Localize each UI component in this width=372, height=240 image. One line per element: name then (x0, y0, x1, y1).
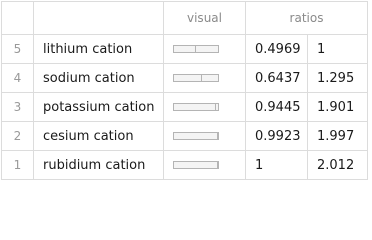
comparison-table (1, 1, 368, 180)
row-visual (164, 93, 246, 122)
row-name: lithium cation (34, 35, 164, 64)
row-name: sodium cation (34, 64, 164, 93)
ratio-bar (173, 132, 219, 140)
header-name (34, 2, 164, 35)
row-ratio: 0.9445 (246, 93, 308, 122)
row-index: 5 (2, 35, 34, 64)
row-ratio: 0.9923 (246, 122, 308, 151)
row-visual (164, 151, 246, 180)
row-index: 4 (2, 64, 34, 93)
row-value: 1.901 (308, 93, 368, 122)
row-visual (164, 35, 246, 64)
ratio-bar (173, 45, 219, 53)
header-visual: visual (164, 2, 246, 35)
ratio-bar-marker (215, 104, 216, 110)
row-name: cesium cation (34, 122, 164, 151)
header-ratios: ratios (246, 2, 368, 35)
row-visual (164, 122, 246, 151)
row-value: 2.012 (308, 151, 368, 180)
row-value: 1 (308, 35, 368, 64)
header-row (2, 2, 368, 35)
row-value: 1.295 (308, 64, 368, 93)
row-name: rubidium cation (34, 151, 164, 180)
row-ratio: 0.6437 (246, 64, 308, 93)
row-index: 2 (2, 122, 34, 151)
row-visual (164, 64, 246, 93)
ratio-bar (173, 161, 219, 169)
table-row (2, 151, 368, 180)
ratio-bar-marker (217, 162, 218, 168)
ratio-bar (173, 103, 219, 111)
row-ratio: 1 (246, 151, 308, 180)
row-value: 1.997 (308, 122, 368, 151)
row-index: 1 (2, 151, 34, 180)
ratio-bar-marker (195, 46, 196, 52)
table-row (2, 64, 368, 93)
row-name: potassium cation (34, 93, 164, 122)
row-index: 3 (2, 93, 34, 122)
ratio-bar (173, 74, 219, 82)
ratio-bar-marker (217, 133, 218, 139)
table-row (2, 93, 368, 122)
table-row (2, 35, 368, 64)
header-index (2, 2, 34, 35)
row-ratio: 0.4969 (246, 35, 308, 64)
table-row (2, 122, 368, 151)
ratio-bar-marker (201, 75, 202, 81)
